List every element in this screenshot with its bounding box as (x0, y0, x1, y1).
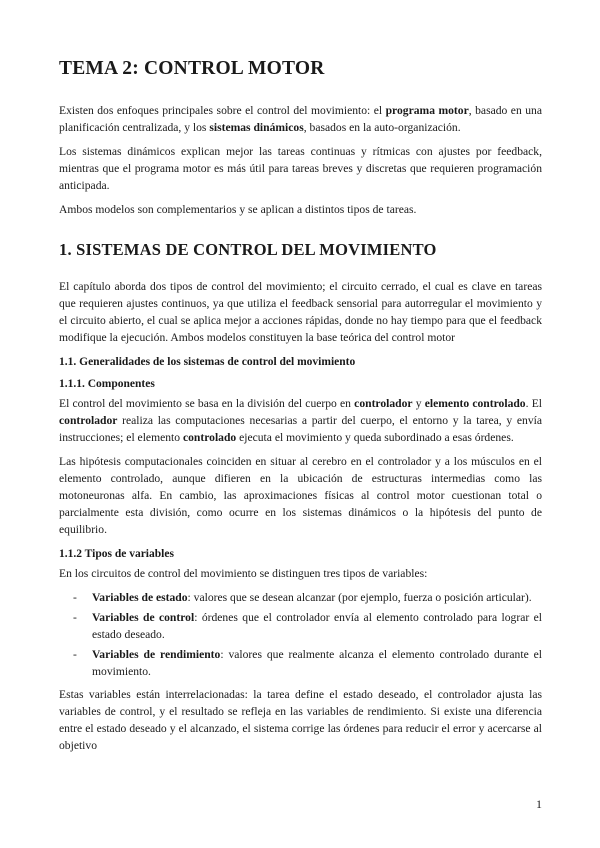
list-item (59, 609, 542, 643)
text-run: realiza las computaciones necesarias a partir del cuerpo, el entorno y la tarea, y envía instrucciones; el elemento (59, 414, 542, 444)
list-item-text: : órdenes que el controlador envía al elemento controlado para lograr el estado deseado. (92, 611, 542, 641)
text-run: . El (525, 397, 542, 410)
intro-paragraph-1 (59, 102, 542, 136)
section-1-paragraph: El capítulo aborda dos tipos de control del movimiento; el circuito cerrado, el cual es clave en tareas que requieren ajustes continuos, ya que utiliza el feedback sensorial para autorregular el movimiento y el circuito abierto, el cual se aplica mejor a acciones rápidas, donde no hay tiempo para que el feedback modifique la ejecución. Ambos modelos constituyen la base teórica del control motor (59, 280, 542, 344)
document-title: TEMA 2: CONTROL MOTOR (59, 58, 325, 79)
bold-term-controlador: controlador (354, 397, 413, 410)
bold-term-controlado: controlado (182, 431, 237, 444)
list-item-text: : valores que se desean alcanzar (por ejemplo, fuerza o posición articular). (187, 591, 532, 604)
subsection-1-1-heading: 1.1. Generalidades de los sistemas de control del movimiento (59, 356, 356, 368)
bold-term-programa-motor: programa motor (385, 104, 469, 117)
text-run: ejecuta el movimiento y queda subordinado a esas órdenes. (236, 431, 514, 444)
subsection-1-1-1-heading: 1.1.1. Componentes (59, 378, 155, 390)
componentes-paragraph-2: Las hipótesis computacionales coinciden en situar al cerebro en el controlador y a los músculos en el elemento controlado, aunque difieren en la ubicación de estructuras intermedias como las motoneuronas alfa. En cambio, las aproximaciones físicas al control motor cuestionan total o parcialmente esta división, como ocurre en los sistemas dinámicos o la hipótesis del punto de equilibrio. (59, 455, 542, 536)
text-run: , basado en una planificación centralizada, y los (59, 104, 542, 134)
text-run: y (412, 397, 425, 410)
page-number: 1 (536, 797, 542, 811)
variables-list (59, 589, 542, 680)
list-item-text: : valores que realmente alcanza el elemento controlado durante el movimiento. (92, 648, 542, 678)
variables-closing-paragraph: Estas variables están interrelacionadas: la tarea define el estado deseado, el controlador ajusta las variables de control, y el resultado se refleja en las variables de rendimiento. Si existe una diferencia entre el estado deseado y el alcanzado, el sistema corrige las órdenes para reducir el error y acercarse al objetivo (59, 688, 542, 752)
dash-bullet: - (73, 611, 77, 624)
bold-term-elemento-controlado: elemento controlado (424, 397, 526, 410)
bold-term-controlador: controlador (59, 414, 118, 427)
text-run: El control del movimiento se basa en la división del cuerpo en (59, 397, 355, 410)
list-item (59, 646, 542, 680)
subsection-1-1-2-heading: 1.1.2 Tipos de variables (59, 548, 174, 560)
list-item-term: Variables de control (92, 611, 195, 624)
list-item-term: Variables de rendimiento (92, 648, 221, 661)
dash-bullet: - (73, 591, 77, 604)
dash-bullet: - (73, 648, 77, 661)
list-item-term: Variables de estado (92, 591, 188, 604)
componentes-paragraph-1 (59, 395, 542, 446)
intro-paragraph-2: Los sistemas dinámicos explican mejor las tareas continuas y rítmicas con ajustes por feedback, mientras que el programa motor es más útil para tareas breves y discretas que requieren programación anticipada. (59, 145, 542, 192)
page-content (59, 58, 542, 761)
text-run: , basados en la auto-organización. (303, 121, 461, 134)
text-run: Existen dos enfoques principales sobre el control del movimiento: el (59, 104, 386, 117)
section-1-heading: 1. SISTEMAS DE CONTROL DEL MOVIMIENTO (59, 240, 437, 259)
intro-paragraph-3: Ambos modelos son complementarios y se aplican a distintos tipos de tareas. (59, 203, 417, 216)
list-item (59, 589, 542, 606)
bold-term-sistemas-dinamicos: sistemas dinámicos (209, 121, 304, 134)
variables-intro-paragraph: En los circuitos de control del movimiento se distinguen tres tipos de variables: (59, 567, 428, 580)
